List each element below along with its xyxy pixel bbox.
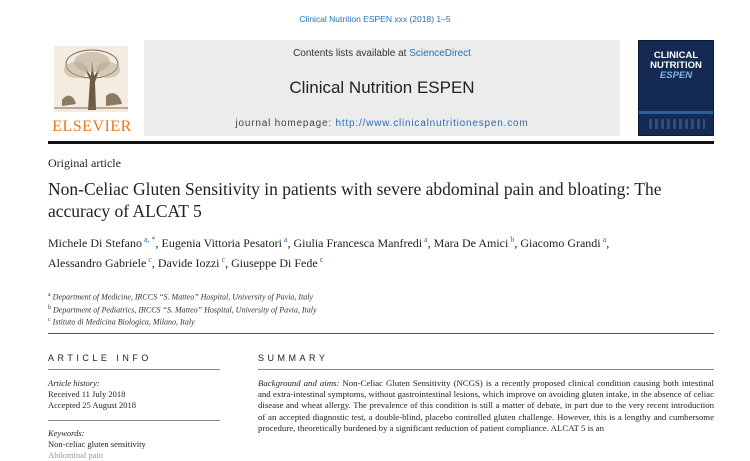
author-name[interactable]: Giuseppe Di Fede xyxy=(231,255,318,270)
author-affiliation-marker[interactable]: a xyxy=(422,235,428,244)
author-affiliation-marker[interactable]: c xyxy=(317,254,324,264)
article-info-heading: ARTICLE INFO xyxy=(48,353,152,363)
received-date: Received 11 July 2018 xyxy=(48,389,126,399)
cover-title xyxy=(639,51,713,81)
sciencedirect-link[interactable]: ScienceDirect xyxy=(409,48,471,59)
cover-line-1: CLINICAL xyxy=(653,50,699,61)
summary-rule xyxy=(258,369,714,370)
affiliation-item xyxy=(48,315,548,328)
affiliation-item xyxy=(48,290,548,303)
journal-header xyxy=(48,40,714,140)
author-name[interactable]: Michele Di Stefano xyxy=(48,236,142,250)
contents-prefix: Contents lists available at xyxy=(293,48,410,59)
journal-masthead xyxy=(144,40,620,136)
journal-cover-thumbnail[interactable] xyxy=(638,40,714,136)
affiliation-text: Istituto di Medicina Biologica, Milano, Italy xyxy=(50,317,195,327)
cover-line-3: ESPEN xyxy=(659,70,693,81)
affiliation-text: Department of Pediatrics, IRCCS “S. Matteo” Hospital, University of Pavia, Italy xyxy=(51,305,317,315)
elsevier-tree-icon xyxy=(54,46,128,112)
author-list: Michele Di Stefano $^{a, *}$, Eugenia Vittoria Pesatori $^a$, Giulia Francesca Manfredi $^a$, Mara De Amici $^b$, Giacomo Grandi $^a$, Alessandro Gabriele $^c$, Davide Iozzi $^c$, Giuseppe Di Fede $^c$ xyxy=(48,235,610,270)
article-history xyxy=(48,378,220,411)
accepted-date: Accepted 25 August 2018 xyxy=(48,400,137,410)
affiliation-marker: a xyxy=(48,292,51,298)
homepage-line xyxy=(144,118,620,129)
author-name[interactable]: Alessandro Gabriele xyxy=(48,255,147,270)
author-affiliation-marker[interactable]: c xyxy=(219,254,226,264)
keyword-item: Non-celiac gluten sensitivity xyxy=(48,439,146,449)
author-name[interactable]: Eugenia Vittoria Pesatori xyxy=(161,236,282,250)
author-affiliation-marker[interactable]: c xyxy=(146,254,152,264)
author-name[interactable]: Giulia Francesca Manfredi xyxy=(293,236,423,250)
author-affiliation-marker[interactable]: a xyxy=(600,235,607,244)
author-affiliation-marker[interactable]: b xyxy=(508,235,515,244)
journal-citation[interactable]: Clinical Nutrition ESPEN xxx (2018) 1–5 xyxy=(299,14,451,24)
affiliation-item xyxy=(48,303,548,316)
cover-pattern xyxy=(649,119,705,129)
author-affiliation-marker[interactable]: a xyxy=(281,235,288,244)
history-label: Article history: xyxy=(48,378,100,388)
cover-stripe xyxy=(639,111,713,114)
homepage-link[interactable]: http://www.clinicalnutritionespen.com xyxy=(335,118,529,129)
contents-line xyxy=(144,48,620,59)
homepage-prefix: journal homepage: xyxy=(235,118,336,129)
publisher-logo[interactable] xyxy=(48,40,136,136)
affiliation-list xyxy=(48,290,548,328)
summary-heading: SUMMARY xyxy=(258,353,329,363)
keywords xyxy=(48,428,220,461)
journal-name[interactable]: Clinical Nutrition ESPEN xyxy=(289,78,475,97)
keyword-item: Abdominal pain xyxy=(48,450,104,460)
summary-paragraph xyxy=(258,378,714,434)
section-rule xyxy=(48,333,714,334)
author-name[interactable]: Davide Iozzi xyxy=(157,255,220,270)
author-affiliation-marker[interactable]: a, * xyxy=(141,235,156,244)
author-name[interactable]: Mara De Amici xyxy=(433,236,509,250)
article-info-rule xyxy=(48,369,220,370)
article-title: Non-Celiac Gluten Sensitivity in patients with severe abdominal pain and bloating: The accuracy of ALCAT 5 xyxy=(48,179,662,221)
cover-line-2: NUTRITION xyxy=(650,60,702,71)
author-name[interactable]: Giacomo Grandi xyxy=(520,236,601,250)
article-type: Original article xyxy=(48,156,121,170)
affiliation-marker: b xyxy=(48,304,51,311)
summary-lead: Background and aims: xyxy=(258,378,340,388)
keywords-label: Keywords: xyxy=(48,428,85,438)
affiliation-marker: c xyxy=(48,317,51,324)
summary-body: Non-Celiac Gluten Sensitivity (NCGS) is a recently proposed clinical condition causing both intestinal and extra-intestinal symptoms, without gastrointestinal lesions, which improve on avoiding gluten intake, in the absence of celiac disease and wheat allergy. The prevalence of this condition is still a matter of debate, in part due to the very recent introduction of an accepted diagnostic test, a double-blind, placebo controlled gluten challenge. However, this is a lengthy and cumbersome procedure, theoretically burdened by a significant reduction of patient compliance. ALCAT 5 is an xyxy=(258,378,714,433)
header-rule xyxy=(48,141,714,144)
affiliation-text: Department of Medicine, IRCCS “S. Matteo” Hospital, University of Pavia, Italy xyxy=(50,292,314,302)
publisher-wordmark: ELSEVIER xyxy=(52,118,132,135)
history-rule xyxy=(48,420,220,421)
